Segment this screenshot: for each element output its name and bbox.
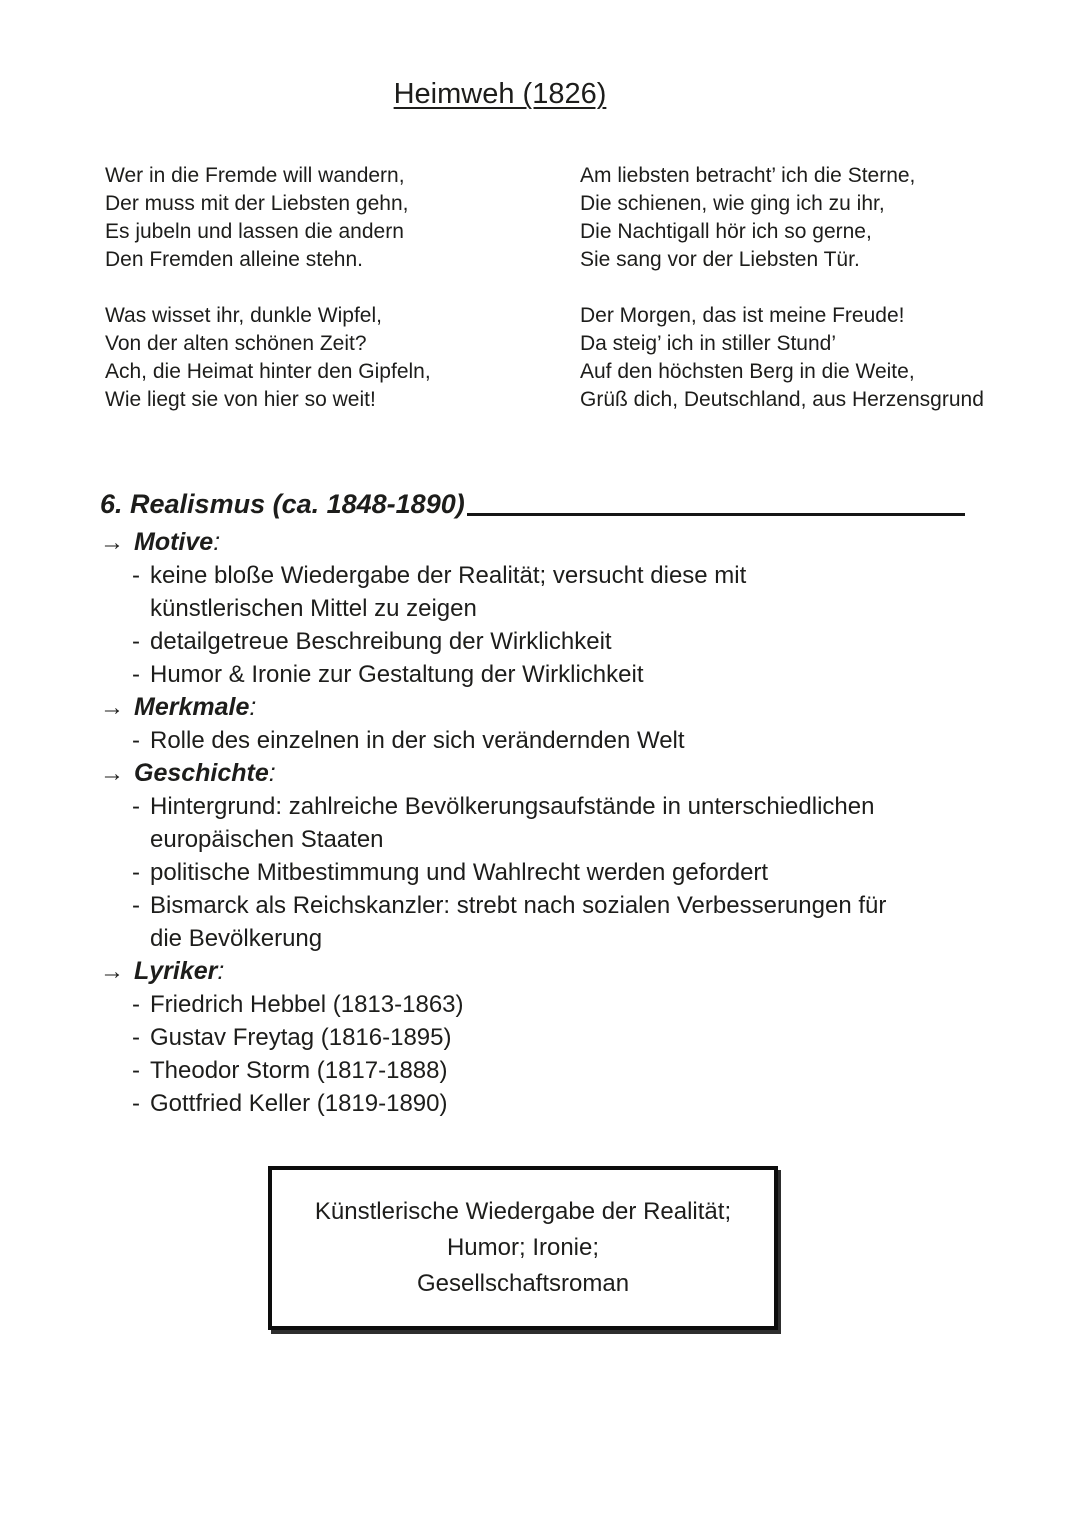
list-item-text: keine bloße Wiedergabe der Realität; versucht diese mit [150, 562, 747, 589]
list-item [132, 790, 965, 823]
poem-line: Da steig’ ich in stiller Stund’ [580, 332, 836, 355]
poem-line: Auf den höchsten Berg in die Weite, [580, 360, 915, 383]
dash-bullet: - [132, 892, 140, 919]
arrow-icon: → [100, 529, 124, 556]
section-heading: 6. Realismus (ca. 1848-1890) [100, 489, 465, 519]
poem-column-right [580, 162, 1055, 442]
poem-line: Die schienen, wie ging ich zu ihr, [580, 192, 885, 215]
summary-line: Gesellschaftsroman [416, 1270, 630, 1297]
list-item [132, 856, 965, 889]
list-item [132, 724, 965, 757]
stanza [105, 162, 580, 274]
list-item-continuation [150, 592, 965, 625]
summary-line: Künstlerische Wiedergabe der Realität; [314, 1198, 732, 1225]
poem-title-row [0, 78, 1000, 111]
poem-line: Wer in die Fremde will wandern, [105, 164, 405, 187]
list-item-continuation [150, 922, 965, 955]
group-colon: : [268, 759, 276, 787]
dash-bullet: - [132, 628, 140, 655]
poem-title: Heimweh (1826) [393, 78, 607, 110]
arrow-icon: → [100, 958, 124, 985]
group-label-text: Geschichte [134, 759, 269, 787]
stanza [580, 302, 1055, 414]
realismus-section [100, 488, 965, 1120]
stanza [105, 302, 580, 414]
group-label-lyriker [100, 955, 965, 988]
poem-column-left [105, 162, 580, 442]
section-heading-row [100, 488, 965, 521]
list-item [132, 988, 965, 1021]
dash-bullet: - [132, 562, 140, 589]
poem-line: Der Morgen, das ist meine Freude! [580, 304, 905, 327]
dash-bullet: - [132, 1090, 140, 1117]
poem-line: Wie liegt sie von hier so weit! [105, 388, 376, 411]
list-item-text: detailgetreue Beschreibung der Wirklichkeit [150, 628, 612, 655]
dash-bullet: - [132, 793, 140, 820]
poem-line: Sie sang vor der Liebsten Tür. [580, 248, 860, 271]
list-item-continuation [150, 823, 965, 856]
arrow-icon: → [100, 694, 124, 721]
list-item-text: politische Mitbestimmung und Wahlrecht werden gefordert [150, 859, 769, 886]
poem-line: Am liebsten betracht’ ich die Sterne, [580, 164, 916, 187]
group-colon: : [249, 693, 257, 721]
list-item-text: Hintergrund: zahlreiche Bevölkerungsaufstände in unterschiedlichen [150, 793, 875, 820]
summary-box [268, 1166, 778, 1330]
summary-line: Humor; Ironie; [446, 1234, 600, 1261]
list-item-text: Friedrich Hebbel (1813-1863) [150, 991, 464, 1018]
group-colon: : [217, 957, 225, 985]
group-colon: : [213, 528, 221, 556]
list-item-text: künstlerischen Mittel zu zeigen [150, 595, 477, 622]
poem-line: Ach, die Heimat hinter den Gipfeln, [105, 360, 431, 383]
list-item [132, 889, 965, 922]
poem-line: Die Nachtigall hör ich so gerne, [580, 220, 872, 243]
list-item-text: europäischen Staaten [150, 826, 384, 853]
list-item [132, 658, 965, 691]
list-item-text: Bismarck als Reichskanzler: strebt nach sozialen Verbesserungen für [150, 892, 887, 919]
list-item [132, 1054, 965, 1087]
heading-fill-line [467, 513, 965, 516]
group-label-text: Merkmale [134, 693, 250, 721]
poem [105, 162, 1055, 442]
list-item-text: Gustav Freytag (1816-1895) [150, 1024, 452, 1051]
list-item-text: die Bevölkerung [150, 925, 323, 952]
list-item-text: Humor & Ironie zur Gestaltung der Wirklichkeit [150, 661, 644, 688]
group-label-merkmale [100, 691, 965, 724]
group-label-motive [100, 526, 965, 559]
poem-line: Von der alten schönen Zeit? [105, 332, 367, 355]
poem-line: Der muss mit der Liebsten gehn, [105, 192, 409, 215]
dash-bullet: - [132, 1057, 140, 1084]
list-item [132, 1087, 965, 1120]
poem-line: Es jubeln und lassen die andern [105, 220, 404, 243]
dash-bullet: - [132, 859, 140, 886]
poem-line: Den Fremden alleine stehn. [105, 248, 363, 271]
list-item [132, 559, 965, 592]
poem-line: Grüß dich, Deutschland, aus Herzensgrund [580, 388, 984, 411]
poem-line: Was wisset ihr, dunkle Wipfel, [105, 304, 382, 327]
stanza [580, 162, 1055, 274]
list-item-text: Theodor Storm (1817-1888) [150, 1057, 448, 1084]
list-item-text: Gottfried Keller (1819-1890) [150, 1090, 448, 1117]
dash-bullet: - [132, 991, 140, 1018]
group-label-text: Lyriker [134, 957, 218, 985]
dash-bullet: - [132, 1024, 140, 1051]
arrow-icon: → [100, 760, 124, 787]
group-label-text: Motive [134, 528, 214, 556]
list-item-text: Rolle des einzelnen in der sich verändernden Welt [150, 727, 685, 754]
list-item [132, 625, 965, 658]
list-item [132, 1021, 965, 1054]
dash-bullet: - [132, 661, 140, 688]
group-label-geschichte [100, 757, 965, 790]
dash-bullet: - [132, 727, 140, 754]
